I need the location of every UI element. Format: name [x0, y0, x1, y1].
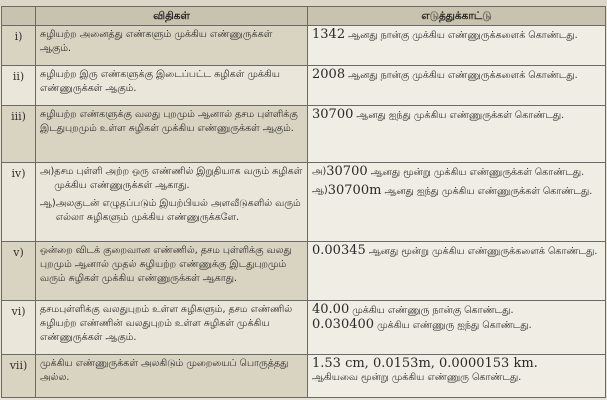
table-row	[2, 106, 606, 162]
row-number: i)	[2, 26, 36, 66]
significant-figures-table	[1, 6, 606, 398]
example-cell	[308, 300, 606, 354]
example-line	[312, 303, 601, 318]
rule-text: தசமபுள்ளிக்கு வலதுபுறம் உள்ள சுழிகளும், தசம எண்ணில் சுழியற்ற எண்ணின் வலதுபுறம் உள்ள சுழிகள் முக்கிய எண்ணுருக்கள் ஆகும்.	[36, 300, 308, 354]
header-rules: விதிகள்	[36, 7, 308, 26]
table-row	[2, 354, 606, 397]
sub-tag: அ)	[312, 165, 327, 177]
example-line	[312, 318, 601, 333]
example-cell	[308, 66, 606, 106]
table-row	[2, 242, 606, 300]
example-cell	[308, 242, 606, 300]
example-number: 0.030400	[312, 316, 375, 332]
row-number: ii)	[2, 66, 36, 106]
rule-text: அலகுடன் எழுதப்படும் இயற்பியல் அளவீடுகளில் வரும் எல்லா சுழிகளும் முக்கிய எண்ணுருக்களே.	[55, 197, 301, 223]
example-text: முக்கிய எண்ணுரு ஐந்து கொண்டது.	[377, 319, 532, 331]
table-row	[2, 66, 606, 106]
example-text: முக்கிய எண்ணுரு நான்கு கொண்டது.	[352, 304, 514, 316]
rule-text: சுழியற்ற இரு எண்களுக்கு இடைப்பட்ட சுழிகள் முக்கிய எண்ணுருக்கள் ஆகும்.	[36, 66, 308, 106]
example-text: ஆனது மூன்று முக்கிய எண்ணுருக்கள் கொண்டது.	[370, 166, 585, 178]
row-number: vii)	[2, 354, 36, 397]
example-number: 30700m	[327, 182, 382, 198]
example-text: ஆனது நான்கு முக்கிய எண்ணுருக்களைக் கொண்டது.	[348, 70, 578, 82]
example-number: 40.00	[312, 301, 350, 317]
example-number: 1.53 cm, 0.0153m, 0.0000153 km.	[312, 355, 538, 371]
example-number: 30700	[326, 163, 368, 179]
rule-text: சுழியற்ற அனைத்து எண்களும் முக்கிய எண்ணுருக்கள் ஆகும்.	[36, 26, 308, 66]
example-cell	[308, 162, 606, 242]
example-cell	[308, 106, 606, 162]
example-text: ஆனது நான்கு முக்கிய எண்ணுருக்களைக் கொண்டது.	[348, 30, 578, 42]
row-number: iii)	[2, 106, 36, 162]
row-number: iv)	[2, 162, 36, 242]
rule-cell	[36, 162, 308, 242]
example-number: 0.00345	[312, 243, 366, 259]
example-cell	[308, 354, 606, 397]
table-row	[2, 162, 606, 242]
row-number: vi)	[2, 300, 36, 354]
example-number: 30700	[312, 107, 354, 123]
example-cell	[308, 26, 606, 66]
example-text: ஆனது மூன்று முக்கிய எண்ணுருக்களைக் கொண்டது.	[368, 246, 598, 258]
rule-text: சுழியற்ற எண்களுக்கு வலது புறமும் ஆனால் தசம புள்ளிக்கு இடதுபுறமும் உள்ள சுழிகள் முக்கிய எண்ணுருக்கள் ஆகும்.	[36, 106, 308, 162]
header-examples: எடுத்துக்காட்டு	[308, 7, 606, 26]
rule-text: முக்கிய எண்ணுருக்கள் அலகிடும் முறையைப் பொருத்தது அல்ல.	[36, 354, 308, 397]
row-number: v)	[2, 242, 36, 300]
example-number: 1342	[312, 27, 346, 43]
sub-tag: அ)	[40, 165, 55, 177]
example-sub-a	[312, 165, 601, 180]
table-header-row	[2, 7, 606, 26]
sub-tag: ஆ)	[40, 197, 56, 209]
example-text: ஆனது ஐந்து முக்கிய எண்ணுருக்கள் கொண்டது.	[384, 185, 593, 197]
example-text: ஆனது ஐந்து முக்கிய எண்ணுருக்கள் கொண்டது.	[356, 110, 565, 122]
example-text: ஆகியவை மூன்று முக்கிய எண்ணுரு கொண்டது.	[312, 371, 522, 383]
sub-tag: ஆ)	[312, 184, 328, 196]
example-sub-b	[312, 184, 601, 199]
table-row	[2, 26, 606, 66]
rule-text: தசம புள்ளி அற்ற ஒரு எண்ணில் இறுதியாக வரும் சுழிகள் முக்கிய எண்ணுருக்கள் ஆகாது.	[54, 165, 303, 191]
rule-text: ஒன்றை விடக் குறைவான எண்ணில், தசம புள்ளிக்கு வலது புறமும் ஆனால் முதல் சுழியற்ற எண்ணுக்கு இடதுபுறமும் வரும் சுழிகள் முக்கிய எண்ணுருக்கள் ஆகாது.	[36, 242, 308, 300]
header-number	[2, 7, 36, 26]
rule-sub-a	[40, 165, 303, 193]
example-number: 2008	[312, 67, 346, 83]
table-row	[2, 300, 606, 354]
rule-sub-b	[40, 197, 303, 225]
